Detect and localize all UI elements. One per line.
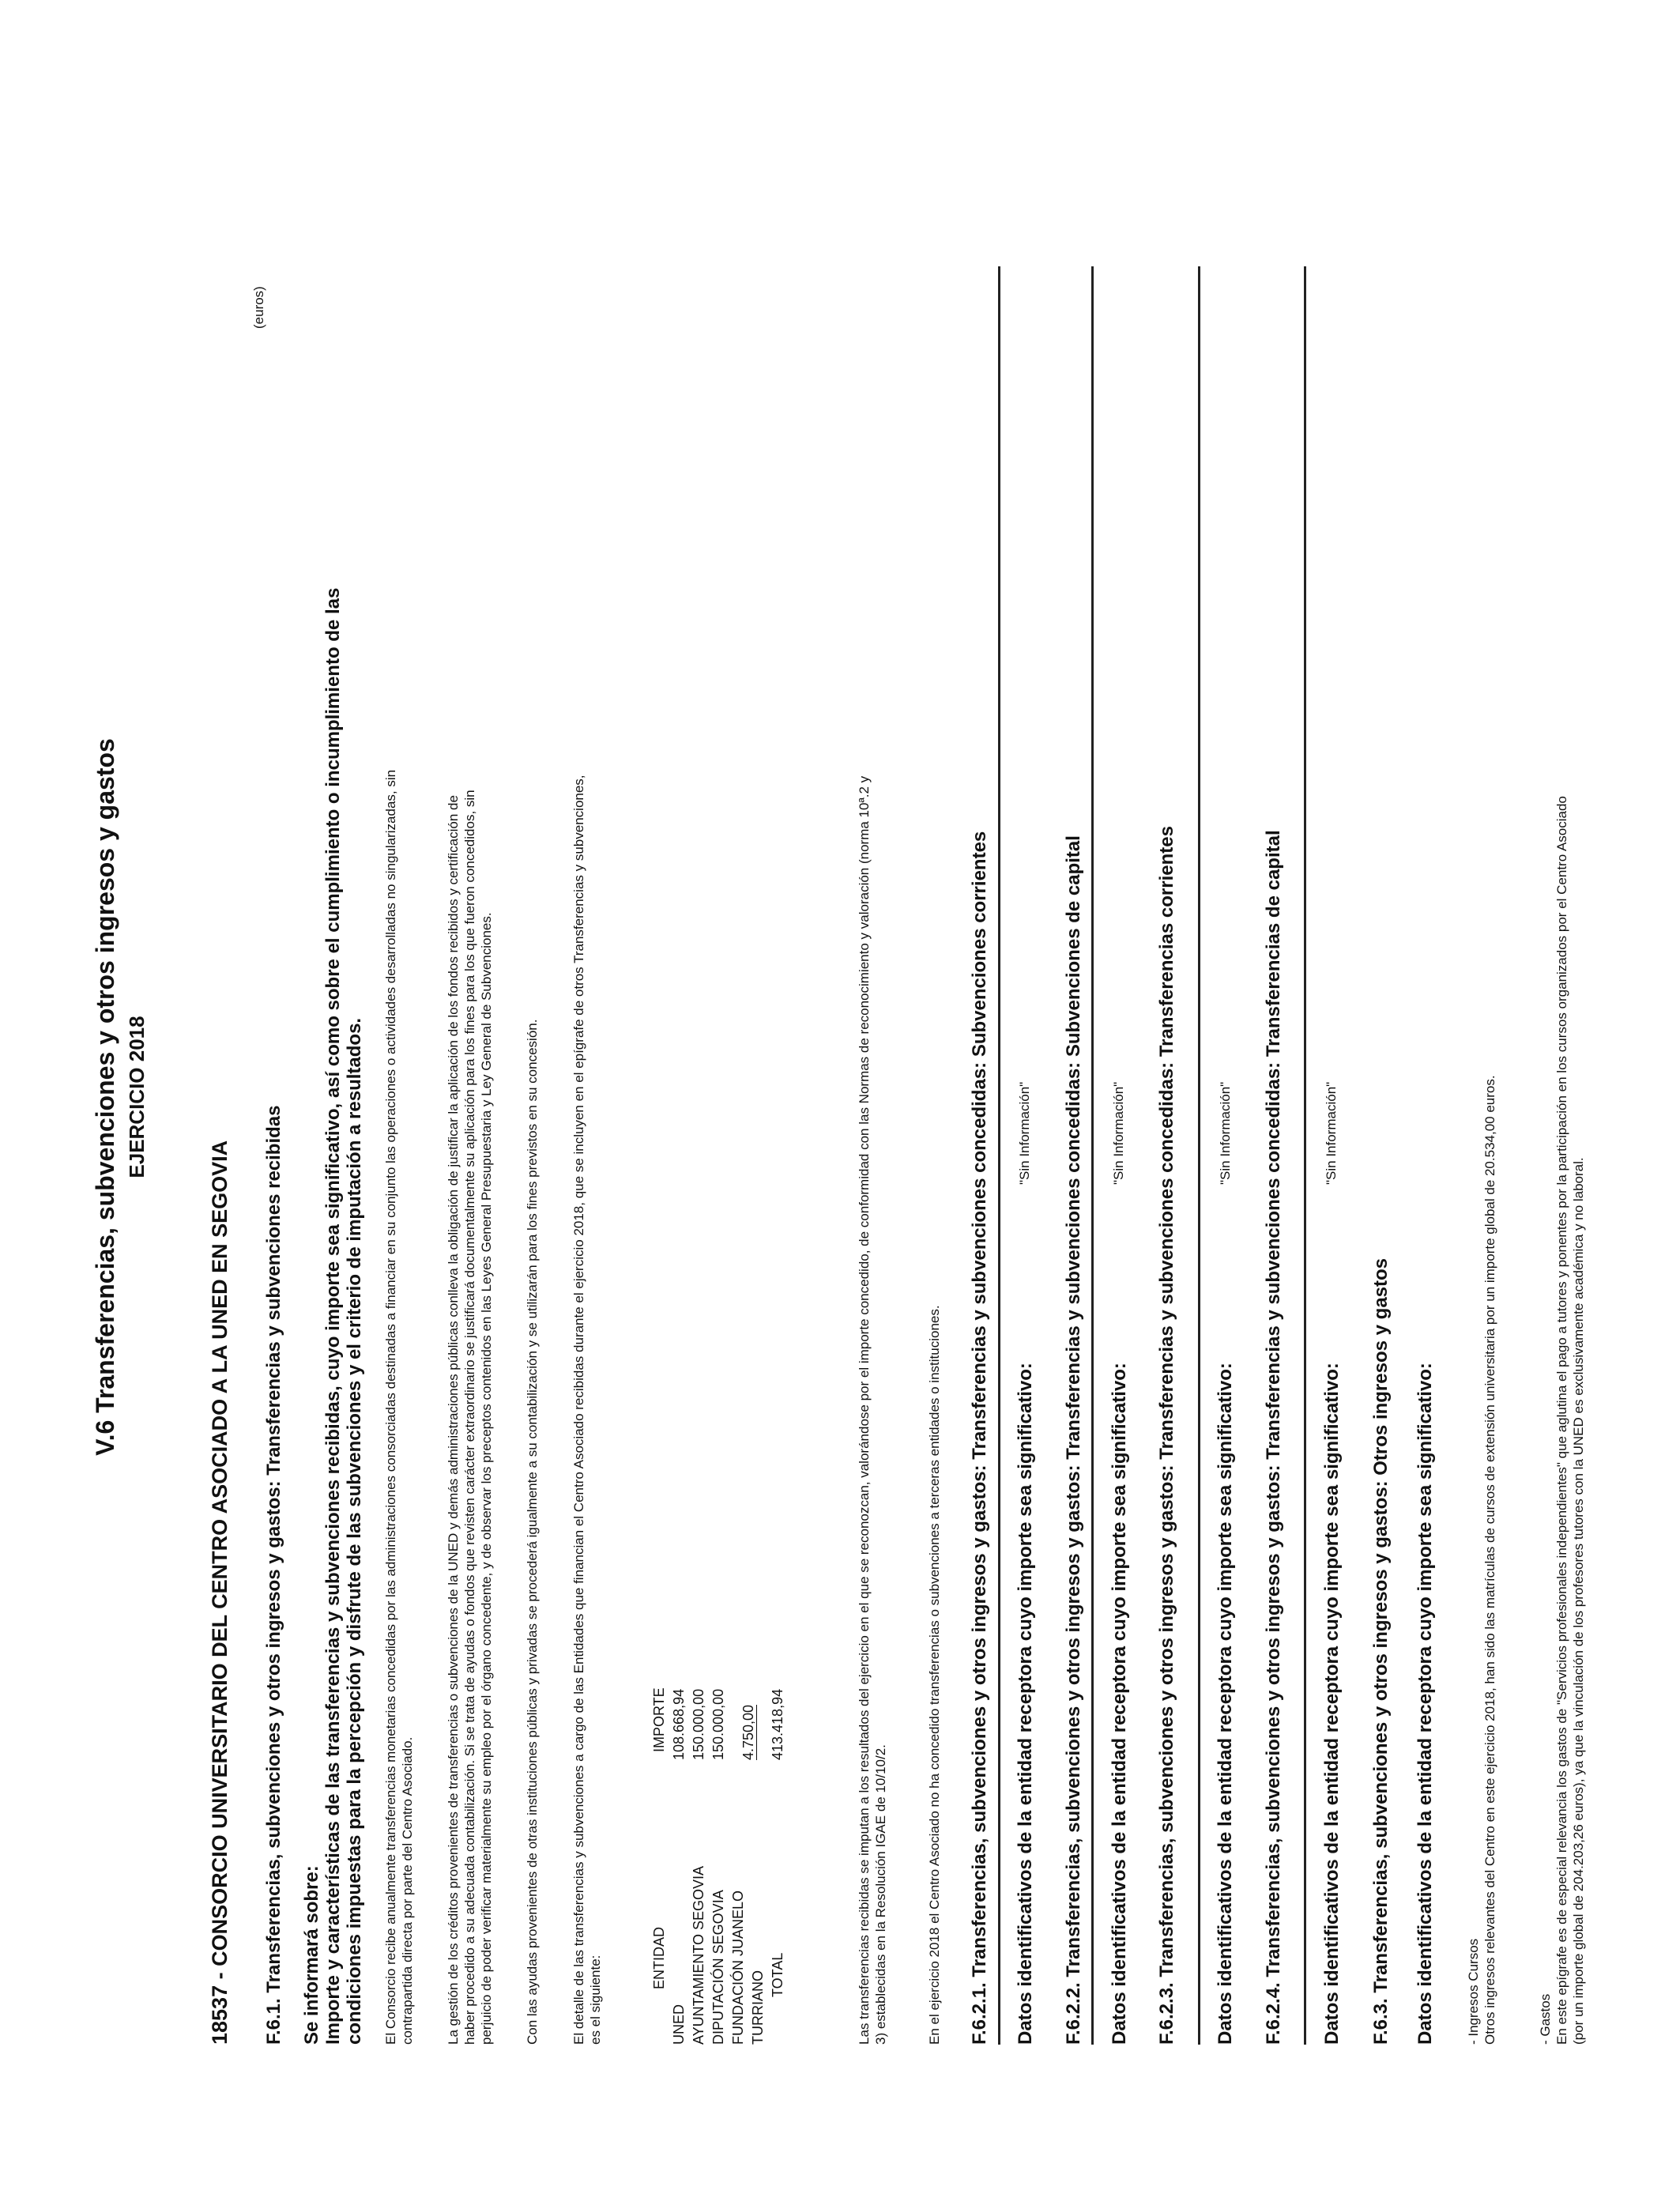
- gastos-line-2: (por un importe global de 204.203,26 euros), ya que la vinculación de los profesores tutores con la UNED es exclusivamente académica y no laboral.: [1571, 1157, 1586, 2045]
- datos-label-f624: Datos identificativos de la entidad receptora cuyo importe sea significativo:: [1321, 1363, 1343, 2045]
- paragraph-6: En el ejercicio 2018 el Centro Asociado no ha concedido transferencias o subvenciones a terceras entidades o instituciones.: [927, 1305, 942, 2045]
- paragraph-5-line-2: 3) establecidas en la Resolución IGAE de 10/10/2.: [873, 1744, 888, 2045]
- paragraph-5-line-1: Las transferencias recibidas se imputan a los resultados del ejercicio en el que se reconozcan, valorándose por el importe concedido, de conformidad con las Normas de reconocimiento y valoración (norma 10ª.2 y: [857, 775, 872, 2045]
- table-row: [709, 1515, 729, 2045]
- paragraph-4-line-1: El detalle de las transferencias y subvenciones a cargo de las Entidades que financian el Centro Asociado recibidas durante el ejercicio 2018, que se incluyen en el epígrafe de otros Transferencias y subvenciones,: [571, 775, 586, 2045]
- paragraph-2-line-2: haber procedido a su adecuada contabilización. Si se trata de ayudas o fondos que revisten carácter extraordinario se justificará documentalmente su aplicación para los fines para los que fueron concedidos, sin: [462, 790, 477, 2045]
- divider: [1304, 266, 1306, 2045]
- transfers-table: [650, 1515, 788, 2045]
- row-entity: DIPUTACIÓN SEGOVIA: [710, 1890, 726, 2045]
- table-row: [729, 1515, 768, 2045]
- table-total-row: [768, 1515, 788, 2045]
- inform-label: Se informará sobre:: [301, 1865, 322, 2045]
- paragraph-4-line-2: es el siguiente:: [588, 1955, 603, 2045]
- row-amount: [729, 1515, 768, 1855]
- row-amount: 108.668,94: [671, 1688, 687, 1760]
- table-row: [669, 1515, 689, 2045]
- section-f623-heading: F.6.2.3. Transferencias, subvenciones y otros ingresos y gastos: Transferencias y subvenciones concedidas: Transferencias corrientes: [1156, 826, 1177, 2045]
- total-label: TOTAL: [770, 1952, 785, 1997]
- table-header-row: [650, 1515, 669, 2045]
- ingresos-text: Otros ingresos relevantes del Centro en este ejercicio 2018, han sido las matrículas de cursos de extensión universitaria por un importe global de 20.534,00 euros.: [1482, 1075, 1497, 2045]
- divider: [1198, 266, 1200, 2045]
- paragraph-2-line-1: La gestión de los créditos provenientes de transferencias o subvenciones de la UNED y demás administraciones públicas conlleva la obligación de justificar la aplicación de los fondos recibidos y certificación de: [446, 795, 461, 2045]
- section-f63-heading: F.6.3. Transferencias, subvenciones y otros ingresos y gastos: Otros ingresos y gastos: [1370, 1257, 1392, 2045]
- paragraph-1-line-1: El Consorcio recibe anualmente transferencias monetarias concedidas por las administraciones consorciadas destinadas a financiar en su conjunto las operaciones o actividades desarrolladas no singularizadas, sin: [383, 769, 398, 2045]
- datos-label-f622: Datos identificativos de la entidad receptora cuyo importe sea significativo:: [1109, 1363, 1130, 2045]
- entity-heading: 18537 - CONSORCIO UNIVERSITARIO DEL CENTRO ASOCIADO A LA UNED EN SEGOVIA: [208, 1140, 232, 2045]
- sin-info-f623: "Sin Información": [1218, 1081, 1233, 1185]
- divider: [998, 266, 1000, 2045]
- divider: [1091, 266, 1094, 2045]
- table-row: [689, 1515, 709, 2045]
- paragraph-1-line-2: contrapartida directa por parte del Centro Asociado.: [400, 1736, 415, 2045]
- section-f624-heading: F.6.2.4. Transferencias, subvenciones y otros ingresos y gastos: Transferencias y subvenciones concedidas: Transferencias de capital: [1263, 830, 1284, 2045]
- datos-label-f63: Datos identificativos de la entidad receptora cuyo importe sea significativo:: [1414, 1363, 1436, 2045]
- currency-note: (euros): [251, 286, 266, 329]
- datos-label-f623: Datos identificativos de la entidad receptora cuyo importe sea significativo:: [1215, 1363, 1236, 2045]
- row-amount: 150.000,00: [691, 1688, 706, 1760]
- document-subtitle: EJERCICIO 2018: [125, 1016, 149, 1178]
- total-amount: 413.418,94: [770, 1688, 785, 1760]
- section-f621-heading: F.6.2.1. Transferencias, subvenciones y otros ingresos y gastos: Transferencias y subvenciones concedidas: Subvenciones corrientes: [969, 831, 990, 2045]
- header-amount: IMPORTE: [651, 1687, 667, 1752]
- last-amount-underlined: 4.750,00: [740, 1704, 756, 1760]
- row-entity: UNED: [671, 2004, 687, 2045]
- inform-line-1: Importe y características de las transferencias y subvenciones recibidas, cuyo importe sea significativo, así como sobre el cumplimiento o incumplimiento de las: [322, 587, 344, 2045]
- header-entity: ENTIDAD: [651, 1926, 667, 1989]
- paragraph-2-line-3: perjuicio de poder verificar materialmente su empleo por el órgano concedente, y de observar los preceptos contenidos en las Leyes General Presupuestaria y Ley General de Subvenciones.: [479, 912, 494, 2045]
- row-entity: AYUNTAMIENTO SEGOVIA: [691, 1865, 706, 2045]
- section-f61-heading: F.6.1. Transferencias, subvenciones y otros ingresos y gastos: Transferencias y subvenciones recibidas: [263, 1105, 284, 2045]
- sin-info-f621: "Sin Información": [1017, 1081, 1032, 1185]
- ingresos-label: - Ingresos Cursos: [1466, 1938, 1481, 2045]
- row-amount: 150.000,00: [710, 1688, 726, 1760]
- datos-label-f621: Datos identificativos de la entidad receptora cuyo importe sea significativo:: [1015, 1363, 1036, 2045]
- row-entity: FUNDACIÓN JUANELO TURRIANO: [730, 1890, 766, 2045]
- section-f622-heading: F.6.2.2. Transferencias, subvenciones y otros ingresos y gastos: Transferencias y subvenciones concedidas: Subvenciones de capital: [1063, 835, 1084, 2045]
- document-title: V.6 Transferencias, subvenciones y otros ingresos y gastos: [91, 738, 119, 1456]
- inform-line-2: condiciones impuestas para la percepción y disfrute de las subvenciones y el criterio de imputación a resultados.: [344, 1017, 365, 2045]
- paragraph-3: Con las ayudas provenientes de otras instituciones públicas y privadas se procederá igualmente a su contabilización y se utilizarán para los fines previstos en su concesión.: [525, 1019, 540, 2045]
- sin-info-f622: "Sin Información": [1111, 1081, 1126, 1185]
- gastos-label: - Gastos: [1538, 1993, 1553, 2045]
- gastos-line-1: En este epígrafe es de especial relevancia los gastos de "Servicios profesionales independientes" que aglutina el pago a tutores y ponentes por la participación en los cursos organizados por el Centro Asociado: [1554, 796, 1569, 2045]
- sin-info-f624: "Sin Información": [1324, 1081, 1339, 1185]
